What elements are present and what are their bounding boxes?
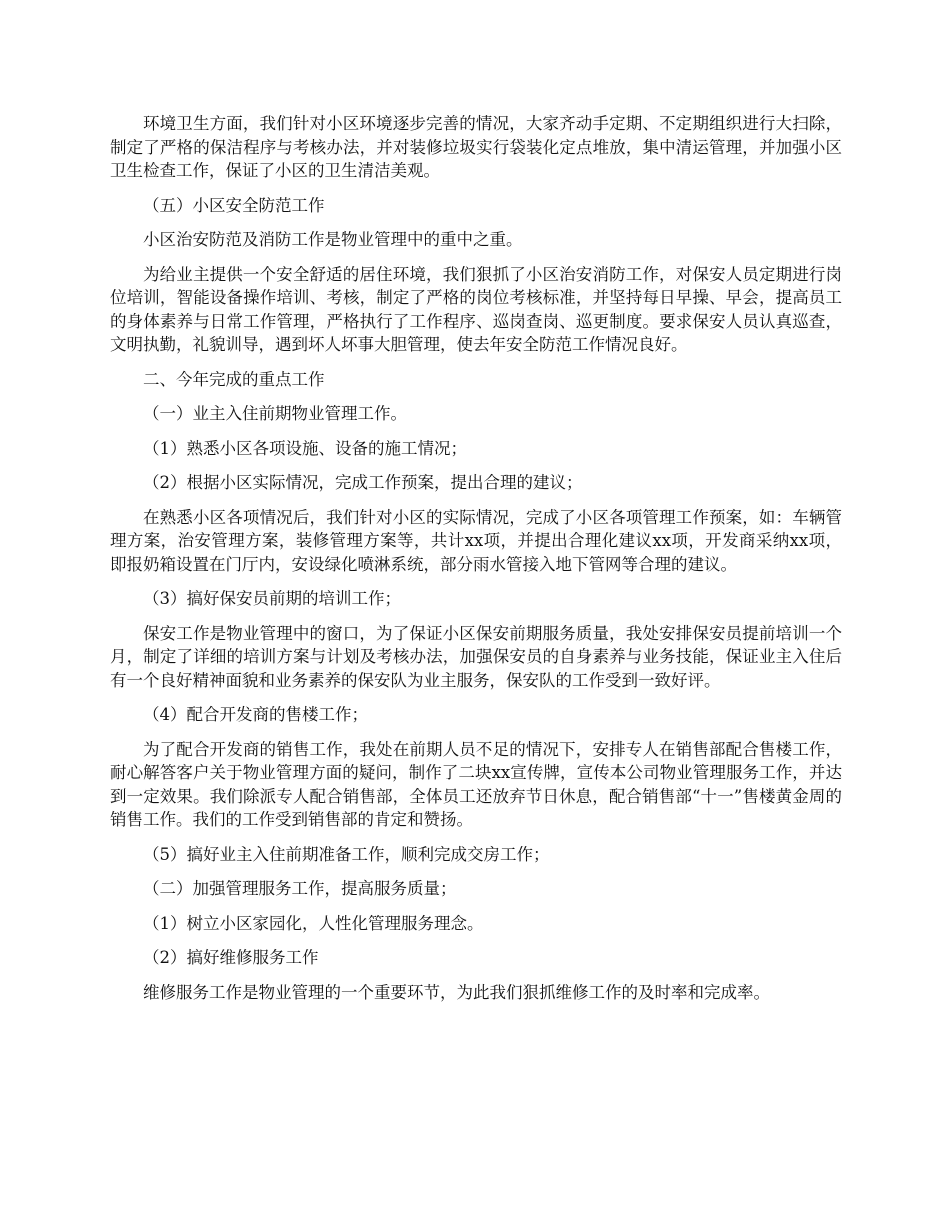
list-item-4: （4）配合开发商的售楼工作； (143, 705, 368, 724)
heading-service-quality: （二）加强管理服务工作，提高服务质量； (143, 879, 457, 898)
list-item-3: （3）搞好保安员前期的培训工作； (143, 589, 401, 608)
paragraph-guard-training: 保安工作是物业管理中的窗口，为了保证小区保安前期服务质量，我处安排保安员提前培训一个月，制定了详细的培训方案与计划及考核办法，加强保安员的自身素养与业务技能，保证业主入住后有一个良好精神面貌和业务素养的保安队为业主服务，保安队的工作受到一致好评。 (110, 623, 842, 690)
paragraph-security-details: 为给业主提供一个安全舒适的居住环境，我们狠抓了小区治安消防工作，对保安人员定期进行岗位培训，智能设备操作培训、考核，制定了严格的岗位考核标准，并坚持每日早操、早会，提高员工的身体素养与日常工作管理，严格执行了工作程序、巡岗查岗、巡更制度。要求保安人员认真巡查，文明执勤，礼貌训导，遇到坏人坏事大胆管理，使去年安全防范工作情况良好。 (110, 264, 842, 354)
paragraph-sales-support: 为了配合开发商的销售工作，我处在前期人员不足的情况下，安排专人在销售部配合售楼工作，耐心解答客户关于物业管理方面的疑问，制作了二块xx宣传牌，宣传本公司物业管理服务工作，并达到一定效果。我们除派专人配合销售部，全体员工还放弃节日休息，配合销售部“十一”售楼黄金周的销售工作。我们的工作受到销售部的肯定和赞扬。 (110, 739, 842, 829)
paragraph-security-priority: 小区治安防范及消防工作是物业管理中的重中之重。 (143, 230, 523, 249)
heading-pre-occupancy: （一）业主入住前期物业管理工作。 (143, 404, 407, 423)
document-body (110, 112, 842, 1015)
heading-key-work: 二、今年完成的重点工作 (143, 369, 325, 389)
list-item-2: （2）根据小区实际情况，完成工作预案，提出合理的建议； (143, 473, 583, 492)
list-item-5: （5）搞好业主入住前期准备工作，顺利完成交房工作； (143, 844, 550, 864)
paragraph-management-plans: 在熟悉小区各项情况后，我们针对小区的实际情况，完成了小区各项管理工作预案，如：车辆管理方案，治安管理方案，装修管理方案等，共计xx项，并提出合理化建议xx项，开发商采纳xx项，即报奶箱设置在门厅内，安设绿化喷淋系统，部分雨水管接入地下管网等合理的建议。 (110, 507, 842, 574)
heading-security-work: （五）小区安全防范工作 (143, 195, 325, 215)
list-item-6: （1）树立小区家园化，人性化管理服务理念。 (143, 913, 484, 933)
list-item-1: （1）熟悉小区各项设施、设备的施工情况； (143, 438, 467, 458)
list-item-7: （2）搞好维修服务工作 (143, 948, 319, 967)
paragraph-maintenance: 维修服务工作是物业管理的一个重要环节，为此我们狠抓维修工作的及时率和完成率。 (143, 982, 770, 1002)
paragraph-sanitation: 环境卫生方面，我们针对小区环境逐步完善的情况，大家齐动手定期、不定期组织进行大扫除，制定了严格的保洁程序与考核办法，并对装修垃圾实行袋装化定点堆放，集中清运管理，并加强小区卫生检查工作，保证了小区的卫生清洁美观。 (110, 114, 842, 180)
